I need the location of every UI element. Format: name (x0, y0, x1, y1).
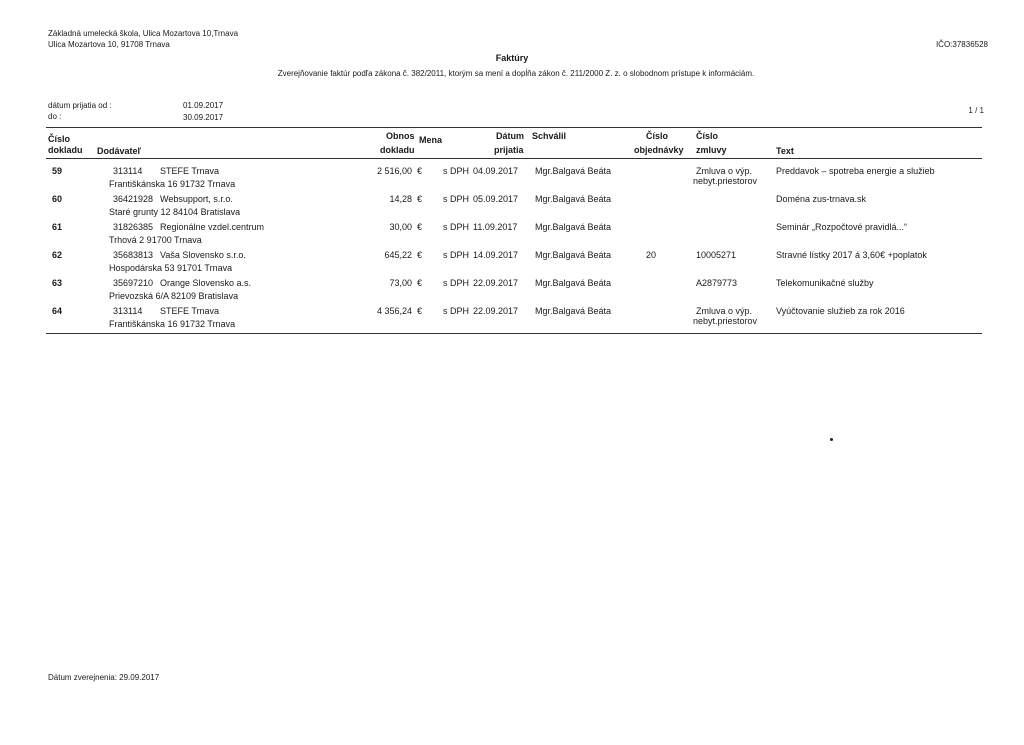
row-amount: 30,00 (389, 222, 412, 232)
row-contract-number-2: nebyt.priestorov (693, 316, 758, 326)
row-cislo: 64 (52, 306, 63, 316)
row-contract-number: 10005271 (696, 250, 737, 260)
row-cislo: 60 (52, 194, 63, 204)
row-date: 14.09.2017 (473, 250, 519, 260)
row-approver: Mgr.Balgavá Beáta (535, 166, 612, 176)
row-supplier-address: Staré grunty 12 84104 Bratislava (109, 207, 241, 217)
row-approver: Mgr.Balgavá Beáta (535, 250, 612, 260)
row-supplier-ico: 31826385 (113, 222, 154, 232)
row-currency: € (417, 250, 423, 260)
row-supplier-ico: 35683813 (113, 250, 154, 260)
row-currency: € (417, 194, 423, 204)
row-approver: Mgr.Balgavá Beáta (535, 306, 612, 316)
col-text: Text (776, 146, 794, 156)
row-contract-number: A2879773 (696, 278, 738, 288)
row-dph: s DPH (443, 250, 470, 260)
row-currency: € (417, 222, 423, 232)
col-datum-1: Dátum (496, 131, 525, 141)
row-supplier-address: Prievozská 6/A 82109 Bratislava (109, 291, 239, 301)
row-supplier-ico: 313114 (113, 306, 143, 316)
row-dph: s DPH (443, 278, 470, 288)
row-text: Preddavok – spotreba energie a služieb (776, 166, 935, 176)
col-dodavatel: Dodávateľ (97, 146, 141, 156)
row-currency: € (417, 278, 423, 288)
col-obnos-2: dokladu (380, 145, 415, 155)
organization-name: Základná umelecká škola, Ulica Mozartova 10,Trnava (48, 29, 239, 38)
row-supplier-name: STEFE Trnava (160, 306, 220, 316)
row-supplier-name: STEFE Trnava (160, 166, 220, 176)
row-supplier-address: Františkánska 16 91732 Trnava (109, 179, 236, 189)
row-date: 11.09.2017 (473, 222, 518, 232)
row-amount: 2 516,00 (376, 166, 412, 176)
row-cislo: 63 (52, 278, 63, 288)
col-zmluvy-1: Číslo (696, 131, 719, 141)
table-top-rule (46, 127, 982, 128)
row-date: 22.09.2017 (473, 306, 519, 316)
organization-address: Ulica Mozartova 10, 91708 Trnava (48, 40, 170, 49)
col-mena: Mena (419, 135, 443, 145)
row-contract-number: Zmluva o výp. (696, 306, 753, 316)
row-dph: s DPH (443, 166, 470, 176)
row-contract-number: Zmluva o výp. (696, 166, 753, 176)
publication-date: Dátum zverejnenia: 29.09.2017 (48, 673, 160, 682)
page-number: 1 / 1 (968, 106, 984, 115)
row-supplier-name: Regionálne vzdel.centrum (160, 222, 265, 232)
row-amount: 14,28 (389, 194, 412, 204)
row-text: Telekomunikačné služby (776, 278, 874, 288)
ico-number: IČO:37836528 (935, 40, 988, 49)
row-contract-number-2: nebyt.priestorov (693, 176, 758, 186)
col-datum-2: prijatia (494, 145, 524, 155)
row-order-number: 20 (646, 250, 657, 260)
row-approver: Mgr.Balgavá Beáta (535, 278, 612, 288)
row-cislo: 61 (52, 222, 63, 232)
document-subtitle: Zverejňovanie faktúr podľa zákona č. 382/2011, ktorým sa mení a dopĺňa zákon č. 211/2000 Z. z. o slobodnom prístupe k informáciám. (277, 69, 755, 78)
stray-mark (830, 438, 833, 441)
date-to-value: 30.09.2017 (183, 113, 224, 122)
col-objednavky-2: objednávky (634, 145, 684, 155)
row-supplier-address: Trhová 2 91700 Trnava (109, 235, 202, 245)
row-supplier-ico: 35697210 (113, 278, 154, 288)
row-dph: s DPH (443, 194, 470, 204)
col-zmluvy-2: zmluvy (696, 145, 727, 155)
col-objednavky-1: Číslo (646, 131, 669, 141)
col-cislo-dokladu-2: dokladu (48, 145, 83, 155)
row-supplier-name: Orange Slovensko a.s. (160, 278, 252, 288)
col-schvalil: Schválil (532, 131, 567, 141)
row-approver: Mgr.Balgavá Beáta (535, 194, 612, 204)
row-date: 22.09.2017 (473, 278, 519, 288)
col-obnos-1: Obnos (386, 131, 415, 141)
row-text: Doména zus-trnava.sk (776, 194, 867, 204)
row-currency: € (417, 166, 423, 176)
row-approver: Mgr.Balgavá Beáta (535, 222, 612, 232)
row-supplier-name: Websupport, s.r.o. (160, 194, 233, 204)
row-date: 04.09.2017 (473, 166, 519, 176)
row-text: Vyúčtovanie služieb za rok 2016 (776, 306, 905, 316)
row-amount: 645,22 (384, 250, 412, 260)
row-dph: s DPH (443, 222, 470, 232)
row-supplier-ico: 36421928 (113, 194, 154, 204)
row-amount: 73,00 (389, 278, 412, 288)
row-supplier-address: Hospodárska 53 91701 Trnava (109, 263, 233, 273)
row-text: Seminár „Rozpočtové pravidlá...“ (776, 222, 908, 232)
row-date: 05.09.2017 (473, 194, 519, 204)
row-cislo: 62 (52, 250, 63, 260)
document-title: Faktúry (495, 53, 529, 63)
row-supplier-ico: 313114 (113, 166, 143, 176)
date-to-label: do : (48, 112, 62, 121)
col-cislo-dokladu-1: Číslo (48, 134, 71, 144)
date-from-label: dátum prijatia od : (48, 101, 112, 110)
table-header-rule (46, 158, 982, 159)
date-from-value: 01.09.2017 (183, 101, 224, 110)
row-amount: 4 356,24 (376, 306, 412, 316)
row-currency: € (417, 306, 423, 316)
row-dph: s DPH (443, 306, 470, 316)
table-bottom-rule (46, 333, 982, 334)
row-text: Stravné lístky 2017 á 3,60€ +poplatok (776, 250, 927, 260)
row-supplier-address: Františkánska 16 91732 Trnava (109, 319, 236, 329)
row-cislo: 59 (52, 166, 63, 176)
row-supplier-name: Vaša Slovensko s.r.o. (160, 250, 246, 260)
